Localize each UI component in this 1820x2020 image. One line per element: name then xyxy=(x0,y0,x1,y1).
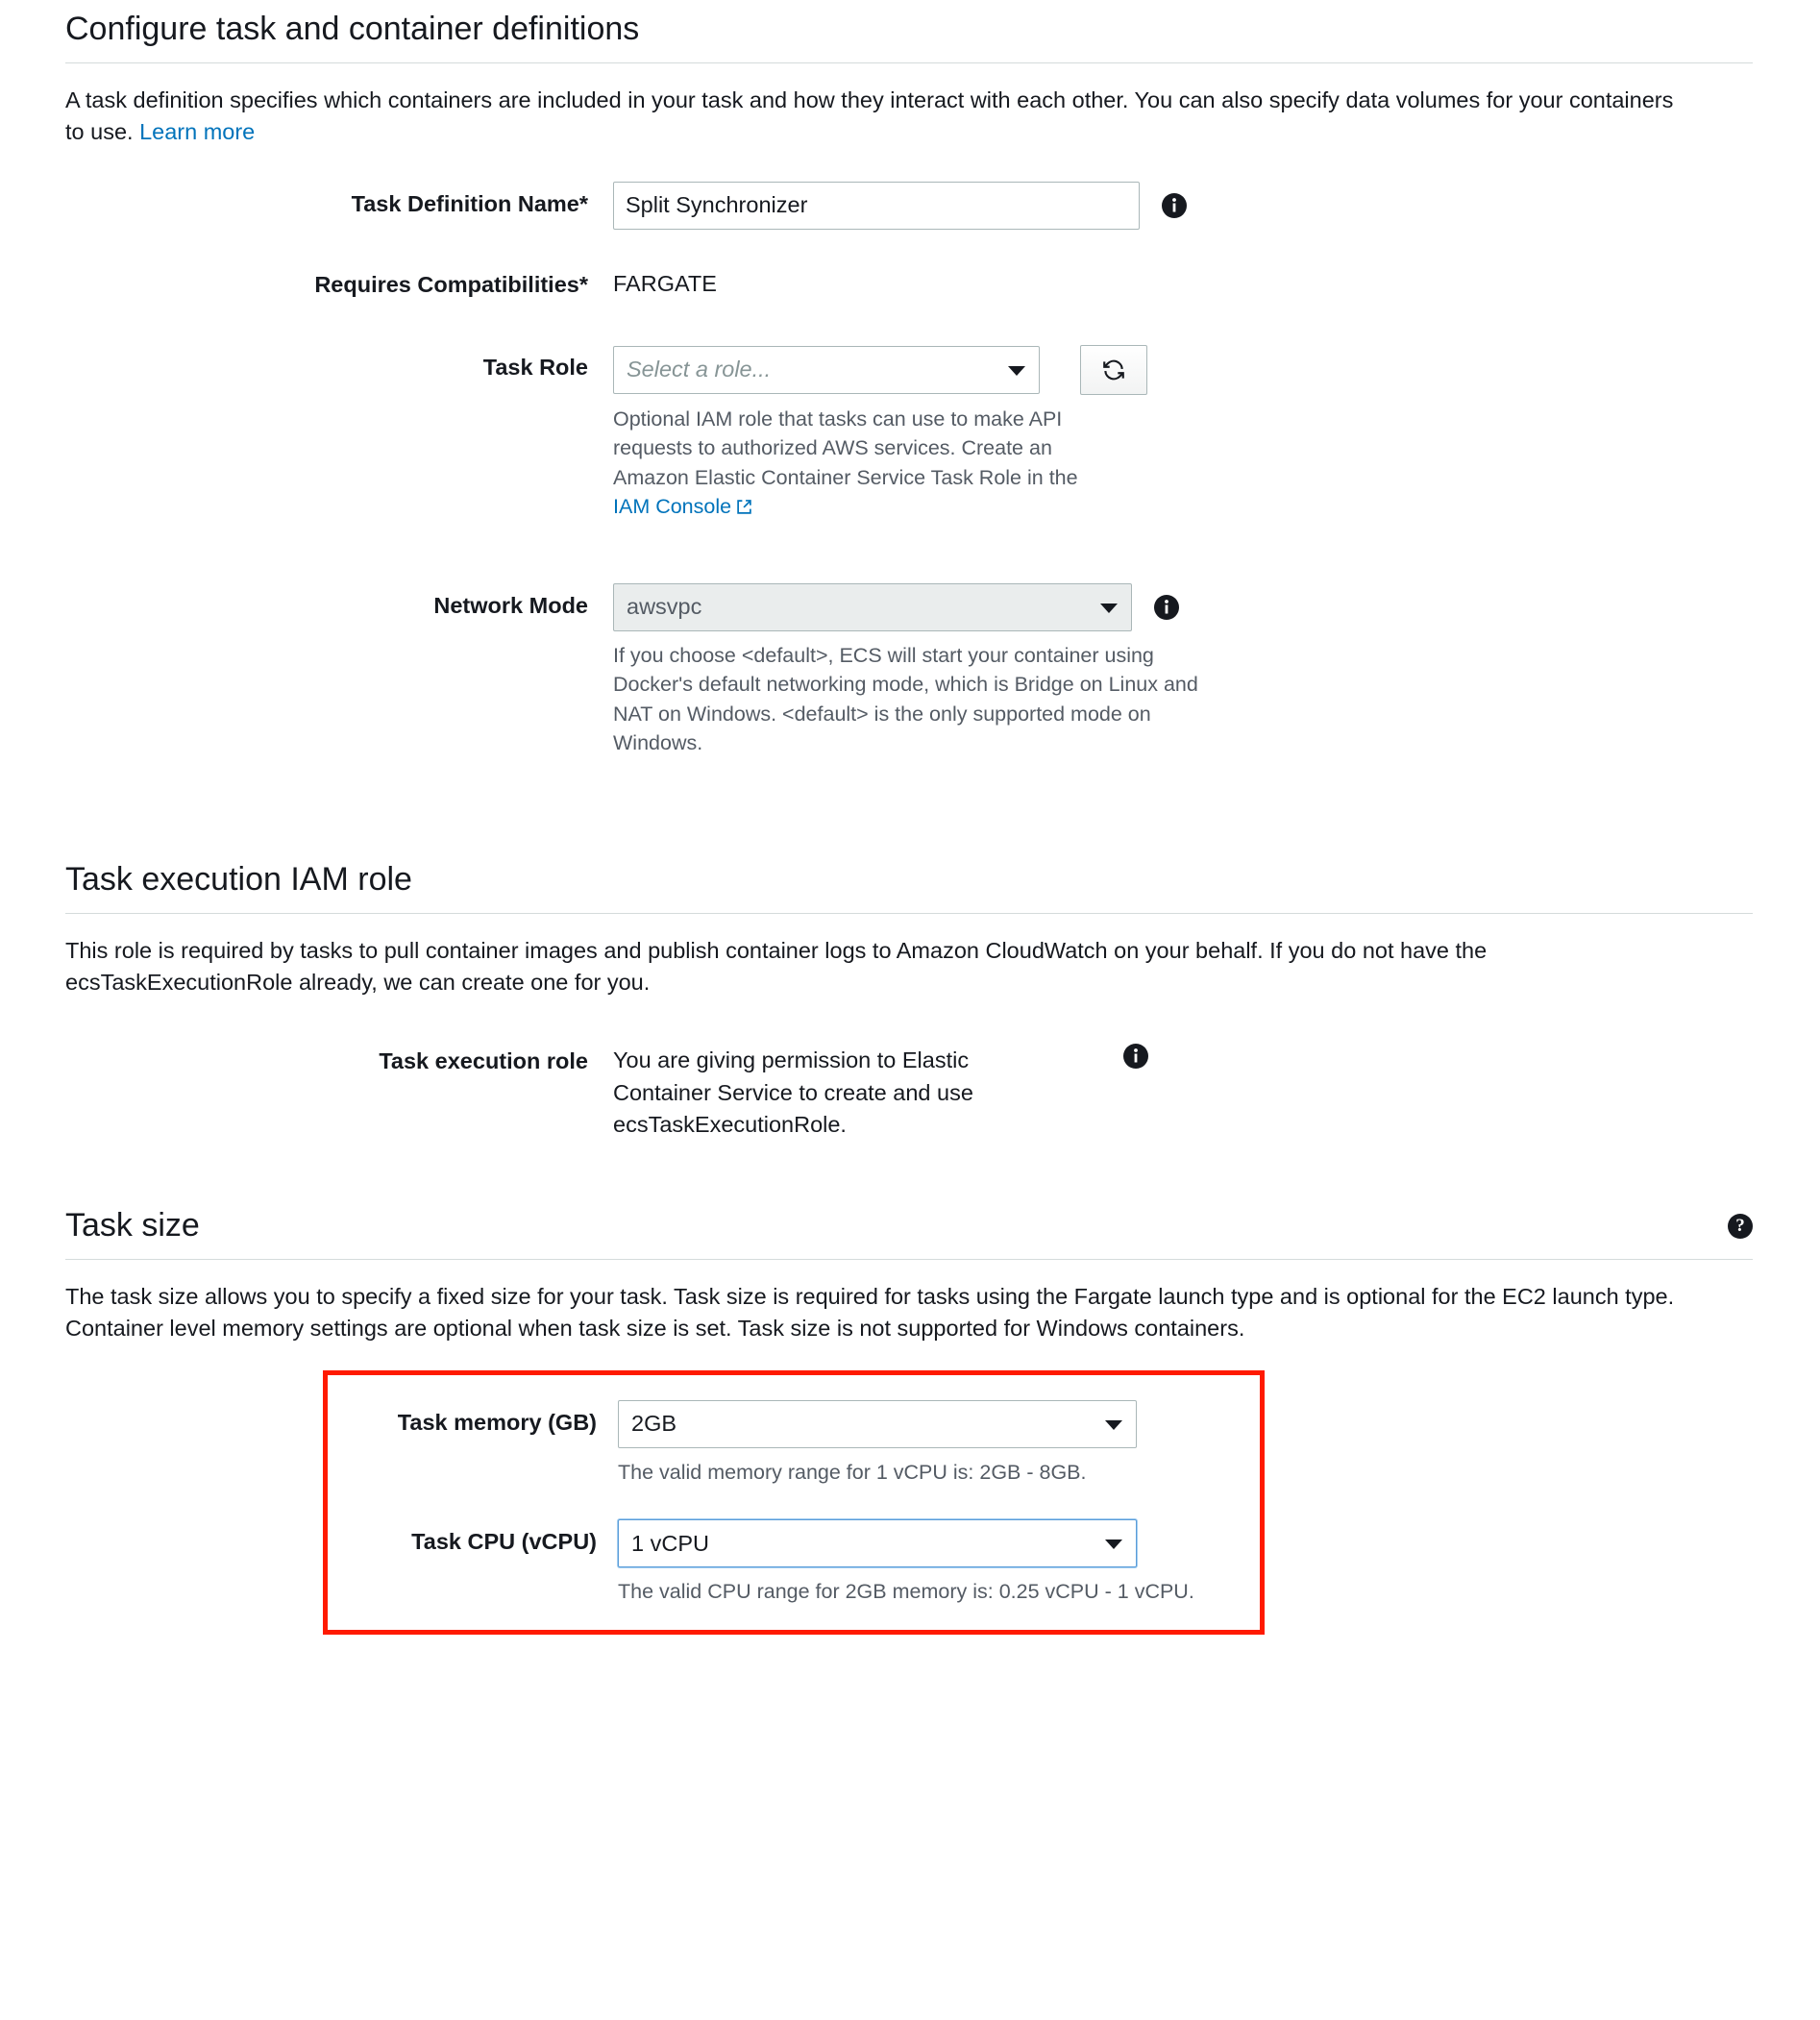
task-definition-name-input[interactable] xyxy=(613,182,1140,230)
task-execution-role-label: Task execution role xyxy=(379,1048,588,1074)
task-execution-role-row xyxy=(65,1039,1753,1141)
task-cpu-select-value: 1 vCPU xyxy=(631,1530,709,1556)
chevron-down-icon xyxy=(1105,1420,1122,1430)
requires-compatibilities-row xyxy=(65,262,1753,301)
requires-compatibilities-label: Requires Compatibilities* xyxy=(314,271,588,297)
task-cpu-row xyxy=(328,1519,1260,1607)
task-role-hint-text: Optional IAM role that tasks can use to make API requests to authorized AWS services. Create an Amazon Elastic Container Service Task Role in the xyxy=(613,406,1078,489)
network-mode-select[interactable] xyxy=(613,583,1132,631)
task-memory-row xyxy=(328,1400,1260,1488)
task-role-select[interactable] xyxy=(613,346,1040,394)
chevron-down-icon xyxy=(1105,1540,1122,1549)
page-title: Configure task and container definitions xyxy=(65,11,640,47)
task-memory-control xyxy=(618,1400,1260,1488)
refresh-roles-button[interactable] xyxy=(1080,345,1147,395)
task-size-description: The task size allows you to specify a fixed size for your task. Task size is required for tasks using the Fargate launch type and is optional for the EC2 launch type. Container level memory settings are optional when task size is set. Task size is not supported for Windows containers. xyxy=(65,1284,1675,1342)
info-icon[interactable] xyxy=(1153,594,1180,621)
divider xyxy=(65,913,1753,914)
network-mode-hint: If you choose <default>, ECS will start your container using Docker's default networking mode, which is Bridge on Linux and NAT on Windows. <default> is the only supported mode on Windows. xyxy=(613,643,1198,755)
requires-compatibilities-control xyxy=(613,262,1753,300)
task-memory-select-value: 2GB xyxy=(631,1411,677,1437)
task-cpu-select[interactable] xyxy=(618,1519,1137,1567)
configure-task-section-header xyxy=(65,0,1753,63)
chevron-down-icon xyxy=(1100,604,1118,613)
external-link-icon xyxy=(736,494,752,524)
task-execution-description: This role is required by tasks to pull container images and publish container logs to Amazon CloudWatch on your behalf. If you do not have the ecsTaskExecutionRole already, we can create one for you. xyxy=(65,937,1488,995)
task-cpu-label: Task CPU (vCPU) xyxy=(411,1529,597,1555)
task-role-hint xyxy=(613,405,1113,524)
network-mode-select-value: awsvpc xyxy=(627,594,702,620)
task-size-highlight-region xyxy=(323,1370,1265,1635)
network-mode-control xyxy=(613,583,1753,758)
task-role-label: Task Role xyxy=(482,354,588,380)
task-role-select-value: Select a role... xyxy=(627,357,772,382)
task-size-section-header xyxy=(65,1196,1753,1260)
info-icon[interactable] xyxy=(1122,1043,1149,1070)
task-cpu-hint: The valid CPU range for 2GB memory is: 0.25 vCPU - 1 vCPU. xyxy=(618,1580,1194,1604)
task-execution-section-header xyxy=(65,850,1753,914)
task-role-row xyxy=(65,345,1753,524)
chevron-down-icon xyxy=(1008,366,1025,376)
divider xyxy=(65,62,1753,63)
task-definition-name-label: Task Definition Name* xyxy=(351,190,588,216)
learn-more-link[interactable]: Learn more xyxy=(139,119,256,145)
iam-console-link-label: IAM Console xyxy=(613,495,732,519)
configure-task-description xyxy=(65,85,1689,149)
task-memory-label: Task memory (GB) xyxy=(397,1409,597,1435)
task-cpu-control xyxy=(618,1519,1260,1607)
network-mode-label: Network Mode xyxy=(433,592,588,618)
task-memory-hint: The valid memory range for 1 vCPU is: 2GB - 8GB. xyxy=(618,1460,1087,1484)
network-mode-row xyxy=(65,583,1753,758)
task-role-control xyxy=(613,345,1753,524)
task-execution-role-control xyxy=(613,1039,1753,1141)
task-execution-title: Task execution IAM role xyxy=(65,860,412,898)
task-definition-name-control xyxy=(613,182,1753,230)
divider xyxy=(65,1259,1753,1260)
requires-compatibilities-value: FARGATE xyxy=(613,270,717,296)
task-execution-role-value: You are giving permission to Elastic Container Service to create and use ecsTaskExecutionRole. xyxy=(613,1047,973,1137)
question-mark-icon[interactable]: ? xyxy=(1728,1214,1753,1239)
task-definition-name-row xyxy=(65,182,1753,230)
refresh-icon xyxy=(1101,357,1126,382)
configure-task-description-text: A task definition specifies which containers are included in your task and how they interact with each other. You can also specify data volumes for your containers to use. xyxy=(65,86,1674,145)
iam-console-link[interactable] xyxy=(613,495,752,518)
task-memory-select[interactable] xyxy=(618,1400,1137,1448)
task-size-title: Task size xyxy=(65,1207,200,1244)
info-icon[interactable] xyxy=(1161,192,1188,219)
